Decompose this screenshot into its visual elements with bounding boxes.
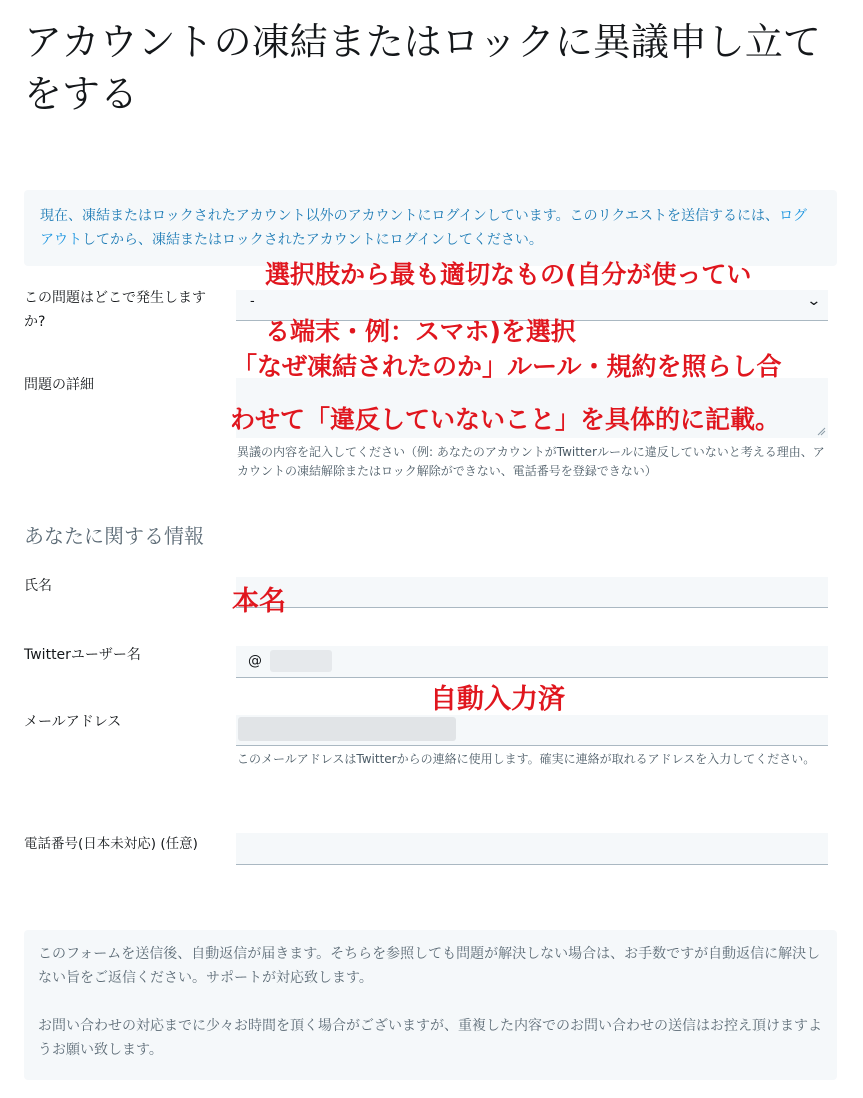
redacted-username: [270, 650, 332, 672]
name-label: 氏名: [24, 578, 52, 594]
annotation-auto-filled: 自動入力済: [430, 684, 565, 715]
username-label: Twitterユーザー名: [24, 647, 141, 663]
notice-text-before: 現在、凍結またはロックされたアカウント以外のアカウントにログインしています。このリクエストを送信するには、: [40, 208, 780, 224]
annotation-select-line1: 選択肢から最も適切なもの(自分が使ってい: [265, 260, 752, 289]
chevron-down-icon: ⌄: [806, 293, 822, 309]
phone-label: 電話番号(日本未対応) (任意): [24, 836, 198, 852]
issue-location-label: この問題はどこで発生しますか?: [24, 290, 206, 330]
details-label: 問題の詳細: [24, 377, 94, 393]
submission-note-para1: このフォームを送信後、自動返信が届きます。そちらを参照しても問題が解決しない場合は、お手数ですが自動返信に解決しない旨をご返信ください。サポートが対応致します。: [38, 946, 821, 986]
page-title: アカウントの凍結またはロックに異議申し立てをする: [24, 20, 821, 116]
email-label: メールアドレス: [24, 714, 122, 730]
annotation-select-line2: る端末・例：スマホ)を選択: [265, 317, 576, 346]
redacted-email: [238, 717, 456, 741]
at-prefix: @: [248, 653, 262, 669]
annotation-name: 本名: [232, 586, 286, 617]
details-help-text: 異議の内容を記入してください（例: あなたのアカウントがTwitterルールに違反していないと考える理由、アカウントの凍結解除またはロック解除ができない、電話番号を登録できない）: [237, 445, 825, 478]
issue-location-selected: -: [250, 294, 255, 309]
annotation-details-line1: 「なぜ凍結されたのか」ルール・規約を照らし合: [232, 352, 782, 381]
phone-input[interactable]: [236, 833, 828, 865]
annotation-details-line2: わせて「違反していないこと」を具体的に記載。: [230, 405, 781, 434]
email-help-text: このメールアドレスはTwitterからの連絡に使用します。確実に連絡が取れるアドレスを入力してください。: [237, 752, 816, 766]
notice-text-after: してから、凍結またはロックされたアカウントにログインしてください。: [82, 232, 543, 248]
submission-note-para2: お問い合わせの対応までに少々お時間を頂く場合がございますが、重複した内容でのお問い合わせの送信はお控え頂けますようお願い致します。: [38, 1018, 822, 1058]
about-you-heading: あなたに関する情報: [24, 524, 204, 548]
name-input[interactable]: [236, 577, 828, 608]
logout-link[interactable]: ログアウト: [40, 208, 808, 248]
logged-in-notice: [24, 190, 837, 266]
resize-grip-icon[interactable]: [816, 426, 826, 436]
submission-note: [24, 930, 837, 1080]
